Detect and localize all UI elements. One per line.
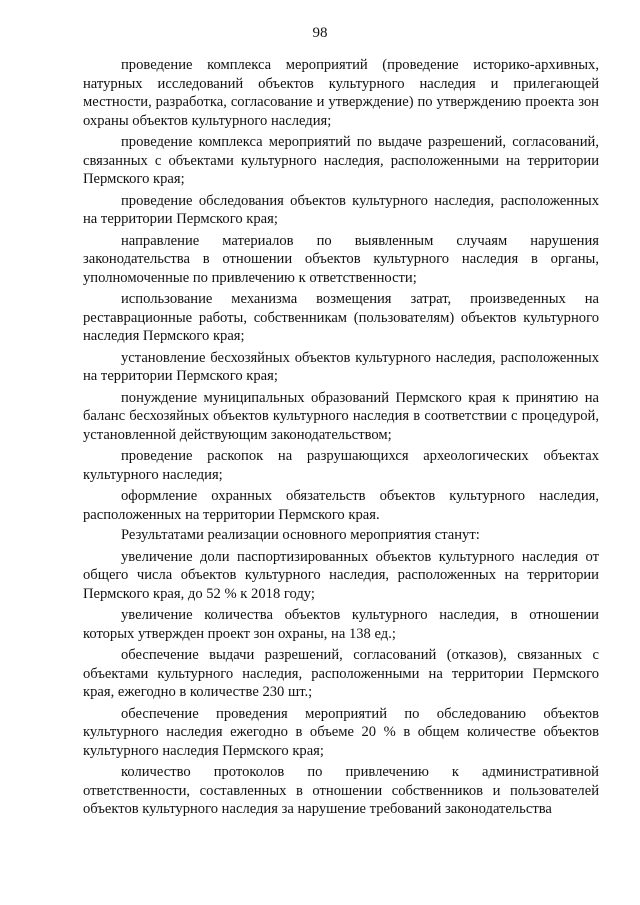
- paragraph: обеспечение проведения мероприятий по обследованию объектов культурного наследия ежегодно в объеме 20 % в общем количестве объектов культурного наследия Пермского края;: [83, 705, 599, 759]
- paragraph: понуждение муниципальных образований Пермского края к принятию на баланс бесхозяйных объектов культурного наследия в соответствии с процедурой, установленной действующим законодательством;: [83, 389, 599, 443]
- paragraph: обеспечение выдачи разрешений, согласований (отказов), связанных с объектами культурного наследия, расположенными на территории Пермского края, ежегодно в количестве 230 шт.;: [83, 647, 599, 700]
- paragraph: Результатами реализации основного мероприятия станут:: [121, 527, 480, 543]
- paragraph: использование механизма возмещения затрат, произведенных на реставрационные работы, собственникам (пользователям) объектов культурного наследия Пермского края;: [83, 291, 599, 344]
- paragraph: проведение комплекса мероприятий по выдаче разрешений, согласований, связанных с объектами культурного наследия, расположенными на территории Пермского края;: [83, 134, 599, 187]
- paragraph: оформление охранных обязательств объектов культурного наследия, расположенных на территории Пермского края.: [83, 488, 599, 523]
- paragraph: увеличение количества объектов культурного наследия, в отношении которых утвержден проект зон охраны, на 138 ед.;: [83, 607, 599, 642]
- paragraph: направление материалов по выявленным случаям нарушения законодательства в отношении объектов культурного наследия в органы, уполномоченные по привлечению к ответственности;: [83, 232, 599, 286]
- paragraph: количество протоколов по привлечению к административной ответственности, составленных в отношении собственников и пользователей объектов культурного наследия за нарушение требований законодательства: [83, 764, 599, 817]
- paragraph: проведение комплекса мероприятий (проведение историко-архивных, натурных исследований объектов культурного наследия и прилегающей местности, разработка, согласование и утверждение) по утверждению проекта зон охраны объектов культурного наследия;: [83, 57, 599, 129]
- page-number: 98: [312, 25, 328, 41]
- document-body: [83, 56, 599, 819]
- paragraph: проведение обследования объектов культурного наследия, расположенных на территории Пермского края;: [83, 192, 599, 227]
- paragraph: увеличение доли паспортизированных объектов культурного наследия от общего числа объектов культурного наследия, расположенных на территории Пермского края, до 52 % к 2018 году;: [83, 548, 599, 602]
- paragraph: установление бесхозяйных объектов культурного наследия, расположенных на территории Пермского края;: [83, 349, 599, 384]
- paragraph: проведение раскопок на разрушающихся археологических объектах культурного наследия;: [83, 448, 599, 483]
